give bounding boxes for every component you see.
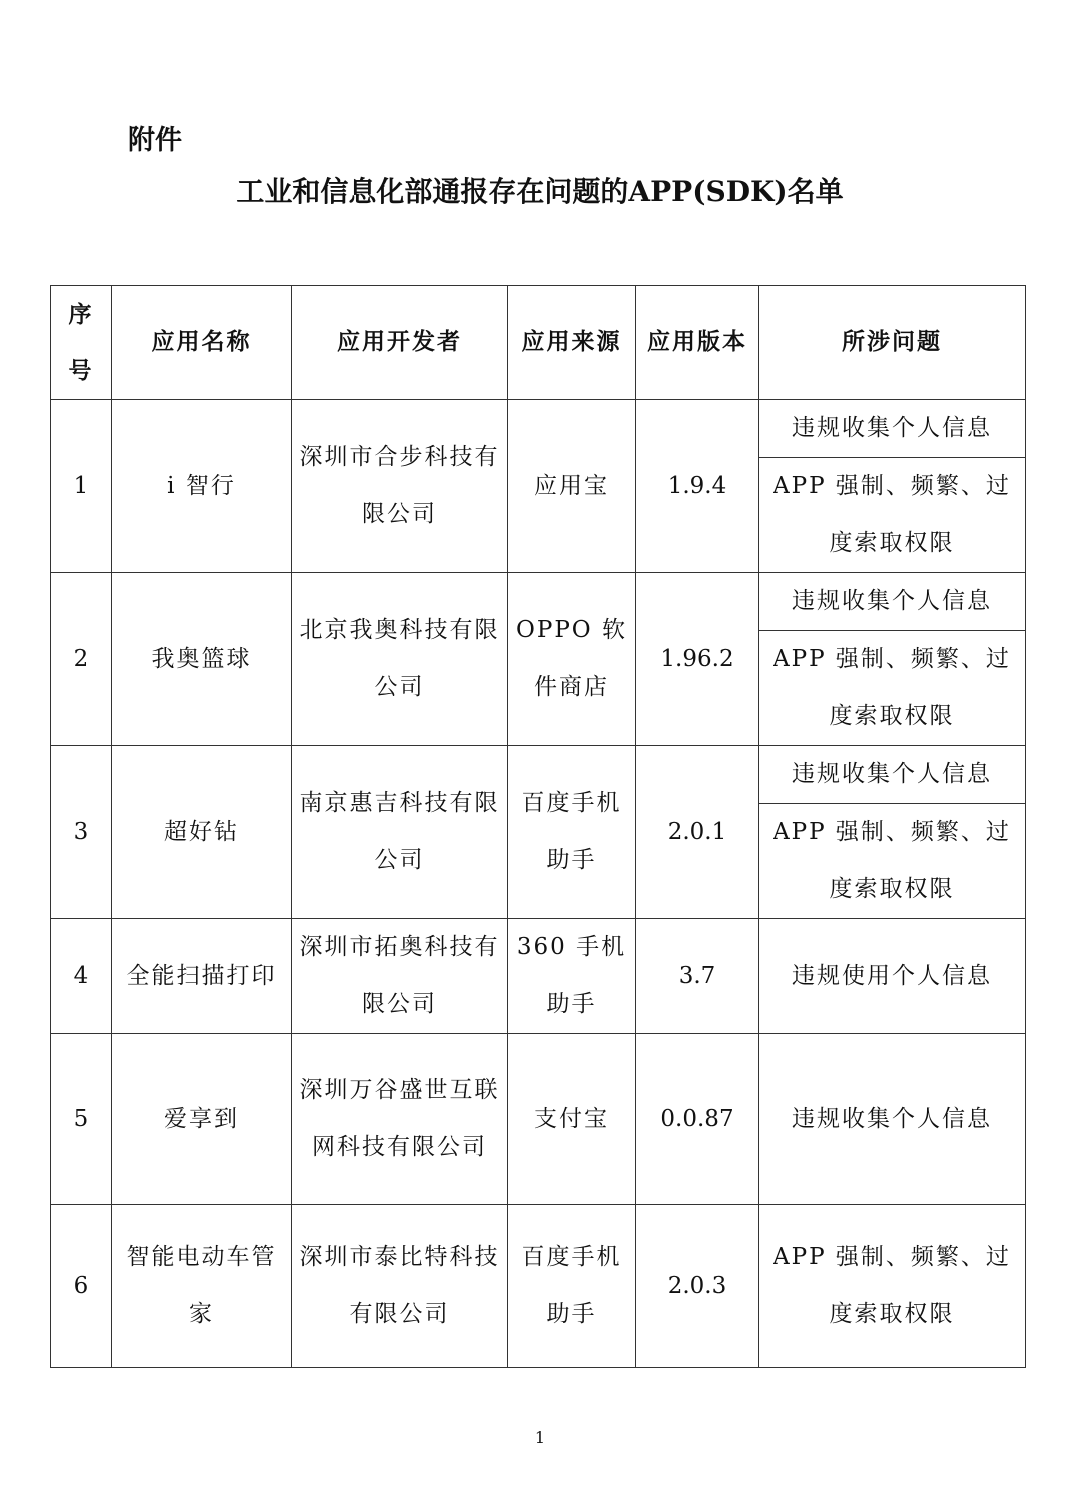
row-issue: 违规使用个人信息 xyxy=(759,919,1026,1034)
row-developer: 深圳万谷盛世互联网科技有限公司 xyxy=(292,1034,508,1205)
table-row xyxy=(51,746,1026,804)
header-source: 应用来源 xyxy=(508,286,636,400)
row-app-name: i 智行 xyxy=(112,400,292,573)
row-issue: 违规收集个人信息 xyxy=(759,400,1026,458)
row-source: 支付宝 xyxy=(508,1034,636,1205)
row-version: 0.0.87 xyxy=(636,1034,759,1205)
row-version: 2.0.1 xyxy=(636,746,759,919)
row-app-name: 全能扫描打印 xyxy=(112,919,292,1034)
row-developer: 深圳市拓奥科技有限公司 xyxy=(292,919,508,1034)
row-app-name: 我奥篮球 xyxy=(112,573,292,746)
row-issue: 违规收集个人信息 xyxy=(759,573,1026,631)
table-row xyxy=(51,1205,1026,1368)
row-issue: APP 强制、频繁、过度索取权限 xyxy=(759,1205,1026,1368)
row-app-name: 超好钻 xyxy=(112,746,292,919)
row-developer: 深圳市泰比特科技有限公司 xyxy=(292,1205,508,1368)
table-row xyxy=(51,1034,1026,1205)
header-app-name: 应用名称 xyxy=(112,286,292,400)
row-issue: APP 强制、频繁、过度索取权限 xyxy=(759,804,1026,919)
row-issue: APP 强制、频繁、过度索取权限 xyxy=(759,631,1026,746)
row-developer: 北京我奥科技有限公司 xyxy=(292,573,508,746)
row-index: 3 xyxy=(51,746,112,919)
row-version: 1.9.4 xyxy=(636,400,759,573)
header-developer: 应用开发者 xyxy=(292,286,508,400)
row-version: 1.96.2 xyxy=(636,573,759,746)
attachment-label: 附件 xyxy=(128,125,182,156)
row-source: 360 手机助手 xyxy=(508,919,636,1034)
row-issue: 违规收集个人信息 xyxy=(759,1034,1026,1205)
table-row xyxy=(51,400,1026,458)
row-developer: 深圳市合步科技有限公司 xyxy=(292,400,508,573)
row-index: 2 xyxy=(51,573,112,746)
row-version: 2.0.3 xyxy=(636,1205,759,1368)
app-list-table xyxy=(50,285,1026,1368)
row-source: OPPO 软件商店 xyxy=(508,573,636,746)
row-app-name: 智能电动车管家 xyxy=(112,1205,292,1368)
table-row xyxy=(51,573,1026,631)
row-index: 4 xyxy=(51,919,112,1034)
header-issues: 所涉问题 xyxy=(759,286,1026,400)
header-version: 应用版本 xyxy=(636,286,759,400)
page-number: 1 xyxy=(534,1428,546,1447)
table-row xyxy=(51,919,1026,1034)
row-version: 3.7 xyxy=(636,919,759,1034)
row-app-name: 爱享到 xyxy=(112,1034,292,1205)
table-header-row xyxy=(51,286,1026,400)
document-title: 工业和信息化部通报存在问题的APP(SDK)名单 xyxy=(236,175,844,208)
row-developer: 南京惠吉科技有限公司 xyxy=(292,746,508,919)
row-source: 百度手机助手 xyxy=(508,746,636,919)
row-source: 百度手机助手 xyxy=(508,1205,636,1368)
header-index: 序号 xyxy=(51,286,112,400)
row-index: 5 xyxy=(51,1034,112,1205)
row-index: 6 xyxy=(51,1205,112,1368)
row-index: 1 xyxy=(51,400,112,573)
row-source: 应用宝 xyxy=(508,400,636,573)
row-issue: APP 强制、频繁、过度索取权限 xyxy=(759,458,1026,573)
row-issue: 违规收集个人信息 xyxy=(759,746,1026,804)
